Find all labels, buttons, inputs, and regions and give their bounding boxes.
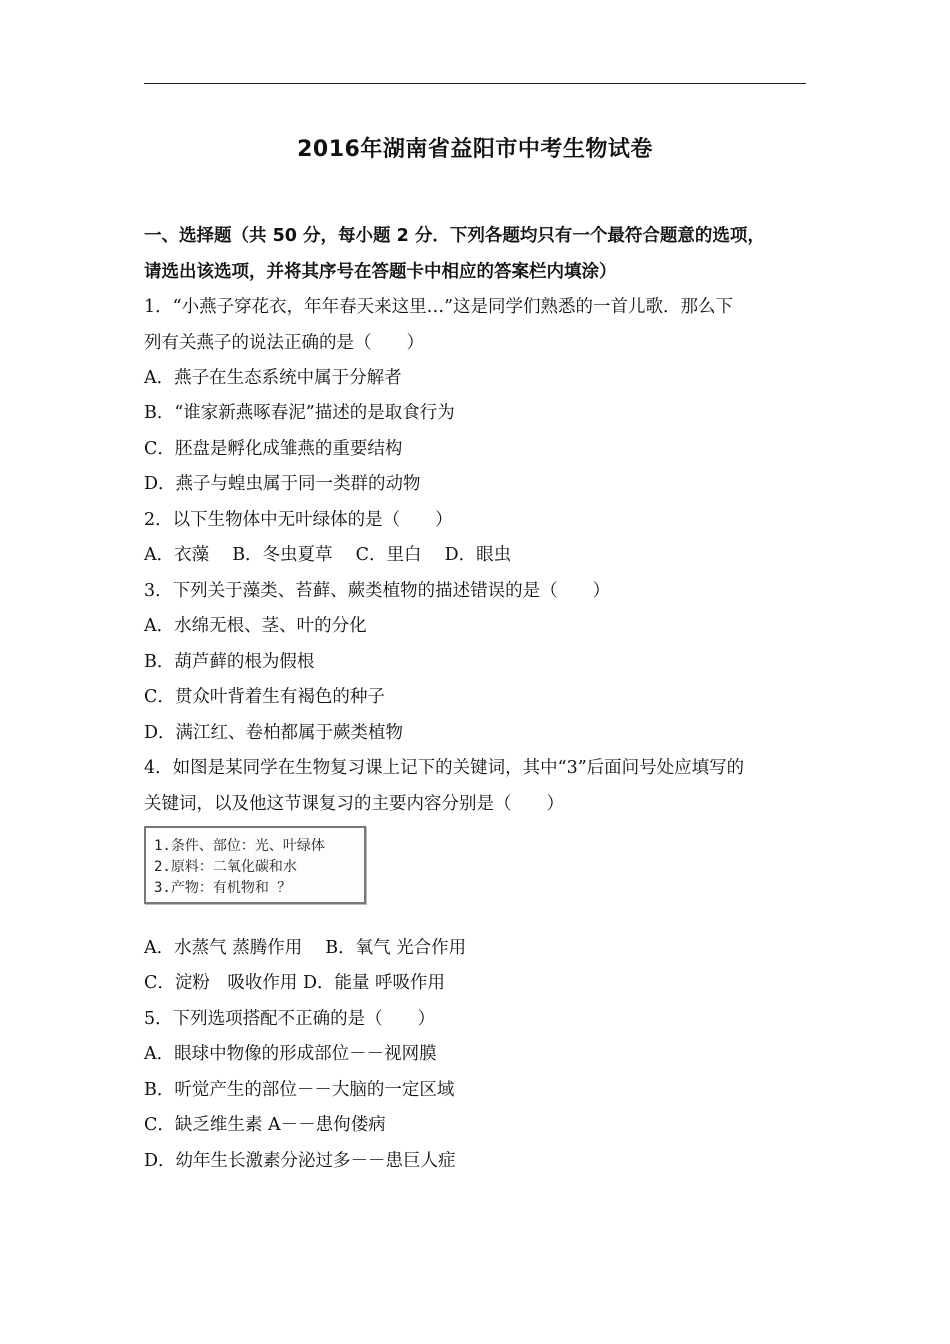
page-title: 2016年湖南省益阳市中考生物试卷 [297, 137, 653, 162]
q4-stem-line-2: 关键词，以及他这节课复习的主要内容分别是（ ） [144, 794, 564, 814]
keyword-note-figure [144, 826, 366, 904]
q4-stem-line-1: 4．如图是某同学在生物复习课上记下的关键词，其中“3”后面问号处应填写的 [144, 758, 745, 778]
q4-options-cd: C．淀粉 吸收作用 D．能量 呼吸作用 [144, 973, 446, 993]
q1-stem-line-1: 1．“小燕子穿花衣，年年春天来这里…”这是同学们熟悉的一首儿歌．那么下 [144, 297, 734, 317]
q5-option-b: B．听觉产生的部位－－大脑的一定区域 [144, 1080, 455, 1100]
q3-option-c: C．贯众叶背着生有褐色的种子 [144, 687, 385, 707]
q1-option-a: A．燕子在生态系统中属于分解者 [144, 368, 402, 388]
q2-stem: 2．以下生物体中无叶绿体的是（ ） [144, 510, 453, 530]
figure-line-1: 1.条件、部位：光、叶绿体 [154, 838, 325, 854]
q3-stem: 3．下列关于藻类、苔藓、蕨类植物的描述错误的是（ ） [144, 581, 611, 601]
q3-option-a: A．水绵无根、茎、叶的分化 [144, 616, 367, 636]
q1-option-d: D．燕子与蝗虫属于同一类群的动物 [144, 474, 421, 494]
q4-options-ab: A．水蒸气 蒸腾作用 B．氧气 光合作用 [144, 938, 467, 958]
q3-option-b: B．葫芦藓的根为假根 [144, 652, 315, 672]
section-heading-line-1: 一、选择题（共 50 分，每小题 2 分．下列各题均只有一个最符合题意的选项， [144, 226, 765, 246]
q5-option-d: D．幼年生长激素分泌过多－－患巨人症 [144, 1151, 456, 1171]
q1-option-c: C．胚盘是孵化成雏燕的重要结构 [144, 439, 403, 459]
q3-option-d: D．满江红、卷柏都属于蕨类植物 [144, 723, 404, 743]
figure-line-2: 2.原料：二氧化碳和水 [154, 859, 297, 875]
figure-line-3: 3.产物：有机物和 ？ [154, 880, 292, 896]
q5-option-a: A．眼球中物像的形成部位－－视网膜 [144, 1044, 437, 1064]
q5-option-c: C．缺乏维生素 A－－患佝偻病 [144, 1115, 386, 1135]
q1-option-b: B．“谁家新燕啄春泥”描述的是取食行为 [144, 403, 455, 423]
q5-stem: 5．下列选项搭配不正确的是（ ） [144, 1009, 436, 1029]
header-rule [144, 83, 806, 84]
q2-options: A．衣藻 B．冬虫夏草 C．里白 D．眼虫 [144, 545, 512, 565]
q1-stem-line-2: 列有关燕子的说法正确的是（ ） [144, 333, 424, 353]
section-heading-line-2: 请选出该选项，并将其序号在答题卡中相应的答案栏内填涂） [144, 262, 617, 282]
